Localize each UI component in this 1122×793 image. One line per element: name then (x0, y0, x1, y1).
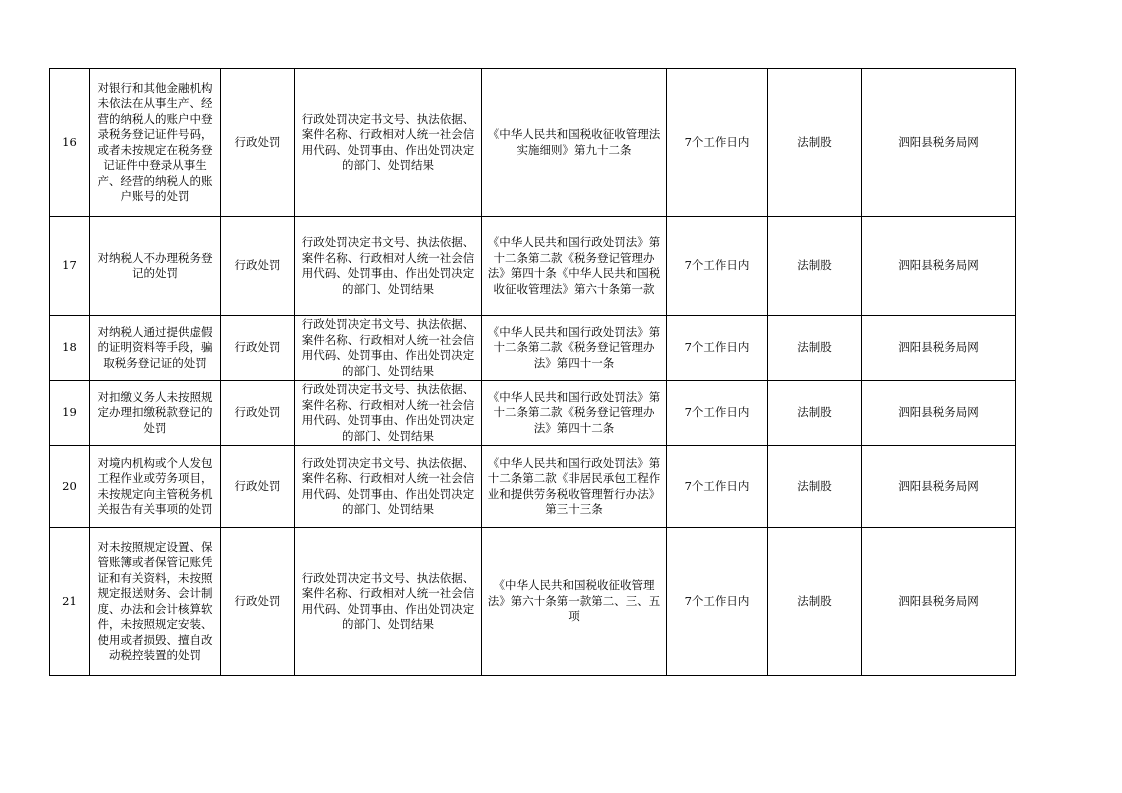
table-row (50, 528, 1016, 676)
responsible-dept: 法制股 (768, 316, 862, 381)
item-name: 对未按照规定设置、保管账簿或者保管记账凭证和有关资料，未按照规定报送财务、会计制度、办法和会计核算软件，未按照规定安装、使用或者损毁、擅自改动税控装置的处罚 (90, 528, 221, 676)
disclosure-content: 行政处罚决定书文号、执法依据、案件名称、行政相对人统一社会信用代码、处罚事由、作出处罚决定的部门、处罚结果 (295, 381, 482, 446)
responsible-dept: 法制股 (768, 381, 862, 446)
disclosure-content: 行政处罚决定书文号、执法依据、案件名称、行政相对人统一社会信用代码、处罚事由、作出处罚决定的部门、处罚结果 (295, 446, 482, 528)
row-number: 18 (50, 316, 90, 381)
disclosure-period: 7个工作日内 (667, 316, 768, 381)
row-number: 21 (50, 528, 90, 676)
disclosure-channel: 泗阳县税务局网 (862, 217, 1016, 316)
table-row (50, 69, 1016, 217)
disclosure-channel: 泗阳县税务局网 (862, 528, 1016, 676)
legal-basis: 《中华人民共和国税收征收管理法》第六十条第一款第二、三、五项 (482, 528, 667, 676)
responsible-dept: 法制股 (768, 528, 862, 676)
responsible-dept: 法制股 (768, 69, 862, 217)
disclosure-content: 行政处罚决定书文号、执法依据、案件名称、行政相对人统一社会信用代码、处罚事由、作出处罚决定的部门、处罚结果 (295, 316, 482, 381)
item-category: 行政处罚 (221, 381, 295, 446)
legal-basis: 《中华人民共和国行政处罚法》第十二条第二款《税务登记管理办法》第四十条《中华人民共和国税收征收管理法》第六十条第一款 (482, 217, 667, 316)
responsible-dept: 法制股 (768, 217, 862, 316)
disclosure-channel: 泗阳县税务局网 (862, 446, 1016, 528)
disclosure-table (49, 68, 1016, 676)
table-row (50, 446, 1016, 528)
disclosure-content: 行政处罚决定书文号、执法依据、案件名称、行政相对人统一社会信用代码、处罚事由、作出处罚决定的部门、处罚结果 (295, 217, 482, 316)
item-category: 行政处罚 (221, 69, 295, 217)
disclosure-period: 7个工作日内 (667, 381, 768, 446)
item-category: 行政处罚 (221, 316, 295, 381)
disclosure-content: 行政处罚决定书文号、执法依据、案件名称、行政相对人统一社会信用代码、处罚事由、作出处罚决定的部门、处罚结果 (295, 528, 482, 676)
item-name: 对银行和其他金融机构未依法在从事生产、经营的纳税人的账户中登录税务登记证件号码，或者未按规定在税务登记证件中登录从事生产、经营的纳税人的账户账号的处罚 (90, 69, 221, 217)
item-category: 行政处罚 (221, 217, 295, 316)
disclosure-channel: 泗阳县税务局网 (862, 69, 1016, 217)
disclosure-period: 7个工作日内 (667, 528, 768, 676)
row-number: 19 (50, 381, 90, 446)
item-name: 对纳税人通过提供虚假的证明资料等手段，骗取税务登记证的处罚 (90, 316, 221, 381)
item-category: 行政处罚 (221, 528, 295, 676)
legal-basis: 《中华人民共和国税收征收管理法实施细则》第九十二条 (482, 69, 667, 217)
disclosure-period: 7个工作日内 (667, 217, 768, 316)
legal-basis: 《中华人民共和国行政处罚法》第十二条第二款《非居民承包工程作业和提供劳务税收管理暂行办法》第三十三条 (482, 446, 667, 528)
legal-basis: 《中华人民共和国行政处罚法》第十二条第二款《税务登记管理办法》第四十二条 (482, 381, 667, 446)
item-name: 对境内机构或个人发包工程作业或劳务项目，未按规定向主管税务机关报告有关事项的处罚 (90, 446, 221, 528)
responsible-dept: 法制股 (768, 446, 862, 528)
disclosure-channel: 泗阳县税务局网 (862, 381, 1016, 446)
disclosure-content: 行政处罚决定书文号、执法依据、案件名称、行政相对人统一社会信用代码、处罚事由、作出处罚决定的部门、处罚结果 (295, 69, 482, 217)
row-number: 20 (50, 446, 90, 528)
row-number: 17 (50, 217, 90, 316)
item-category: 行政处罚 (221, 446, 295, 528)
table-row (50, 381, 1016, 446)
table-row (50, 316, 1016, 381)
row-number: 16 (50, 69, 90, 217)
item-name: 对纳税人不办理税务登记的处罚 (90, 217, 221, 316)
item-name: 对扣缴义务人未按照规定办理扣缴税款登记的处罚 (90, 381, 221, 446)
disclosure-period: 7个工作日内 (667, 446, 768, 528)
legal-basis: 《中华人民共和国行政处罚法》第十二条第二款《税务登记管理办法》第四十一条 (482, 316, 667, 381)
disclosure-channel: 泗阳县税务局网 (862, 316, 1016, 381)
disclosure-period: 7个工作日内 (667, 69, 768, 217)
table-row (50, 217, 1016, 316)
